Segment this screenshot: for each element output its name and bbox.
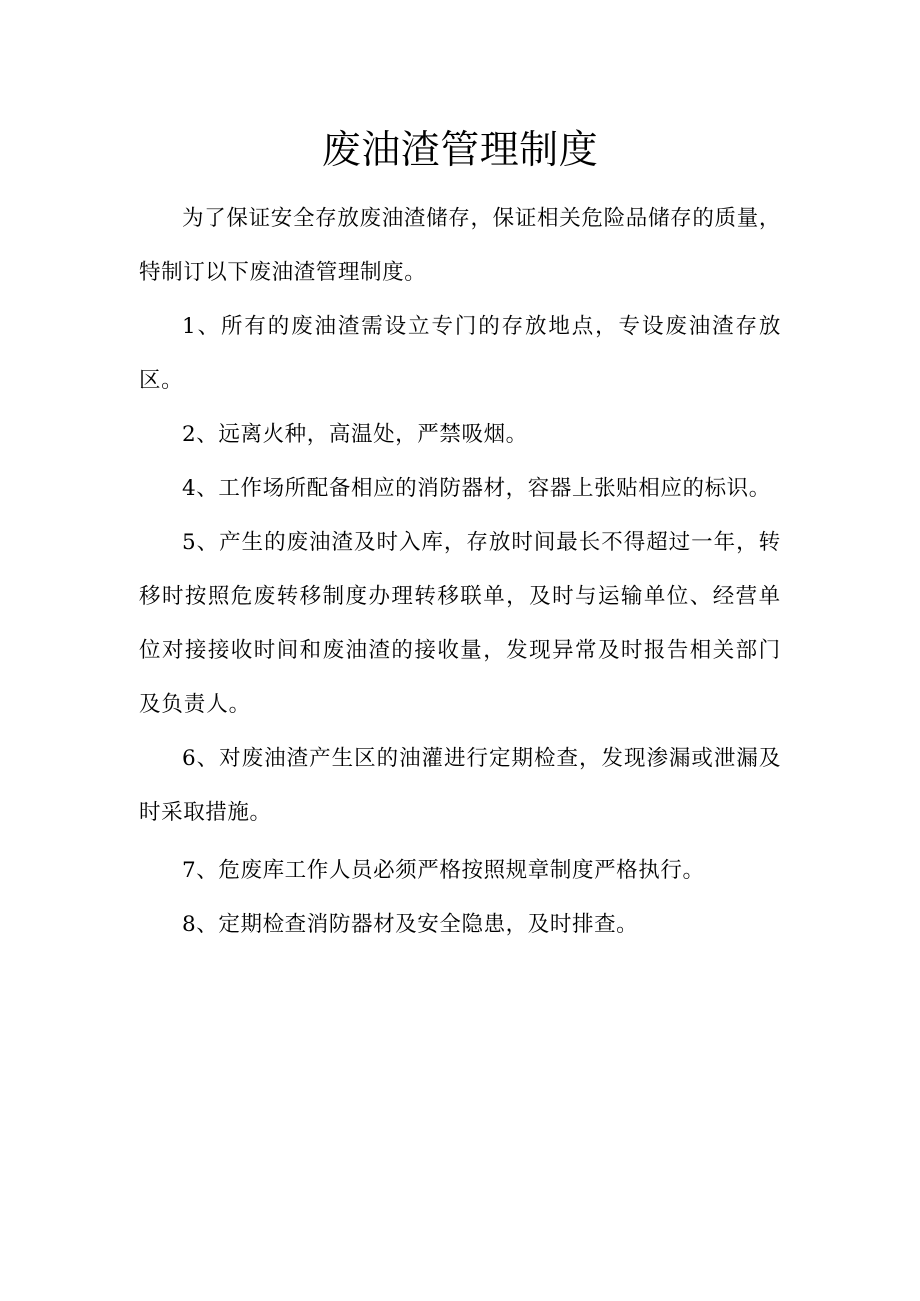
document-title: 废油渣管理制度 <box>321 128 599 173</box>
intro-paragraph: 为了保证安全存放废油渣储存，保证相关危险品储存的质量，特制订以下废油渣管理制度。 <box>139 206 781 285</box>
rule-2-paragraph: 2、远离火种，高温处，严禁吸烟。 <box>182 422 528 447</box>
rule-6-paragraph: 6、对废油渣产生区的油灌进行定期检查，发现渗漏或泄漏及时采取措施。 <box>139 746 781 825</box>
rule-5-paragraph: 5、产生的废油渣及时入库，存放时间最长不得超过一年，转移时按照危废转移制度办理转移联单，及时与运输单位、经营单位对接接收时间和废油渣的接收量，发现异常及时报告相关部门及负责人。 <box>139 530 781 717</box>
rule-1-paragraph: 1、所有的废油渣需设立专门的存放地点，专设废油渣存放区。 <box>139 314 781 393</box>
rule-8-paragraph: 8、定期检查消防器材及安全隐患，及时排查。 <box>182 912 639 937</box>
rule-7-paragraph: 7、危废库工作人员必须严格按照规章制度严格执行。 <box>182 858 705 883</box>
rule-4-paragraph: 4、工作场所配备相应的消防器材，容器上张贴相应的标识。 <box>182 476 771 501</box>
